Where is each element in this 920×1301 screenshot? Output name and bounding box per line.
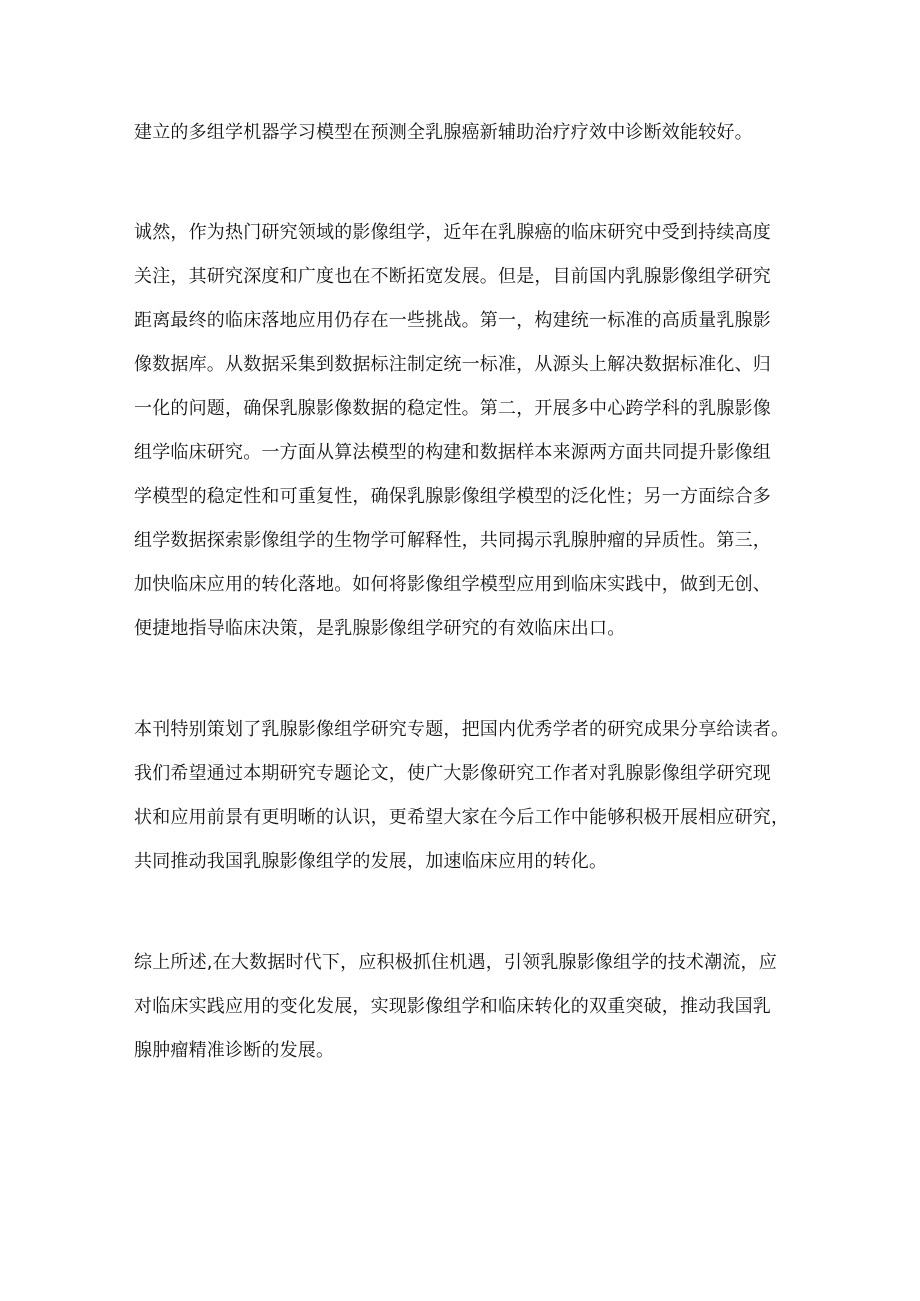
text-line: 距离最终的临床落地应用仍存在一些挑战。第一，构建统一标准的高质量乳腺影 bbox=[134, 310, 771, 331]
text-line: 对临床实践应用的变化发展，实现影像组学和临床转化的双重突破，推动我国乳 bbox=[134, 996, 771, 1017]
text-line: 诚然，作为热门研究领域的影像组学，近年在乳腺癌的临床研究中受到持续高度 bbox=[134, 222, 771, 243]
text-line: 加快临床应用的转化落地。如何将影像组学模型应用到临床实践中，做到无创、 bbox=[134, 574, 771, 595]
text-line: 学模型的稳定性和可重复性，确保乳腺影像组学模型的泛化性；另一方面综合多 bbox=[134, 486, 771, 507]
text-line: 共同推动我国乳腺影像组学的发展，加速临床应用的转化。 bbox=[134, 851, 608, 872]
text-line: 我们希望通过本期研究专题论文，使广大影像研究工作者对乳腺影像组学研究现 bbox=[134, 763, 771, 784]
text-line: 便捷地指导临床决策，是乳腺影像组学研究的有效临床出口。 bbox=[134, 618, 626, 639]
text-line: 本刊特别策划了乳腺影像组学研究专题，把国内优秀学者的研究成果分享给读者。 bbox=[134, 719, 790, 740]
text-line: 腺肿瘤精准诊断的发展。 bbox=[134, 1040, 335, 1061]
text-line: 组学临床研究。一方面从算法模型的构建和数据样本来源两方面共同提升影像组 bbox=[134, 442, 771, 463]
text-line: 状和应用前景有更明晰的认识，更希望大家在今后工作中能够积极开展相应研究， bbox=[134, 807, 790, 828]
text-line: 像数据库。从数据采集到数据标注制定统一标准，从源头上解决数据标准化、归 bbox=[134, 354, 771, 375]
text-line: 一化的问题，确保乳腺影像数据的稳定性。第二，开展多中心跨学科的乳腺影像 bbox=[134, 398, 771, 419]
text-line: 关注，其研究深度和广度也在不断拓宽发展。但是，目前国内乳腺影像组学研究 bbox=[134, 266, 771, 287]
text-line: 综上所述,在大数据时代下，应积极抓住机遇，引领乳腺影像组学的技术潮流，应 bbox=[134, 952, 777, 973]
text-line: 组学数据探索影像组学的生物学可解释性，共同揭示乳腺肿瘤的异质性。第三， bbox=[134, 530, 771, 551]
text-line: 建立的多组学机器学习模型在预测全乳腺癌新辅助治疗疗效中诊断效能较好。 bbox=[134, 122, 753, 143]
